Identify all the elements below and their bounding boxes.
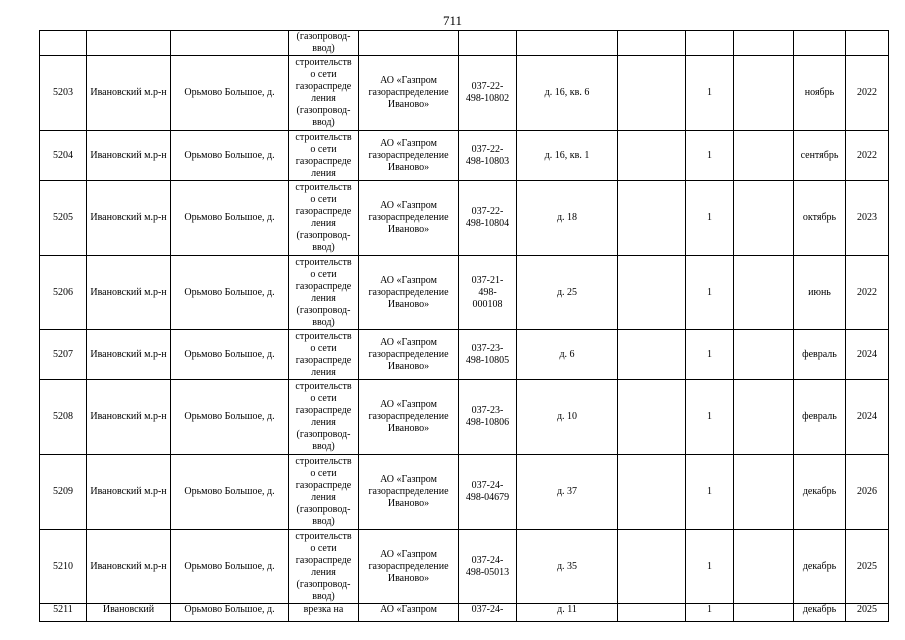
cell-month: декабрь xyxy=(794,530,846,604)
cell-district: Ивановский м.р-н xyxy=(87,181,171,256)
cell-month: октябрь xyxy=(794,181,846,256)
cell-empty-1 xyxy=(618,131,686,181)
cell-org xyxy=(359,31,459,56)
cell-month: февраль xyxy=(794,330,846,380)
cell-year: 2024 xyxy=(846,330,889,380)
cell-settlement: Орьмово Большое, д. xyxy=(171,380,289,455)
table-row xyxy=(40,380,889,455)
cell-org: АО «Газпром газораспределение Иваново» xyxy=(359,56,459,131)
cell-num: 5209 xyxy=(40,455,87,530)
cell-month: декабрь xyxy=(794,455,846,530)
cell-month: сентябрь xyxy=(794,131,846,181)
cell-code xyxy=(459,31,517,56)
cell-count: 1 xyxy=(686,256,734,330)
table-row xyxy=(40,131,889,181)
cell-year: 2022 xyxy=(846,256,889,330)
cell-settlement: Орьмово Большое, д. xyxy=(171,181,289,256)
cell-count: 1 xyxy=(686,330,734,380)
cell-count: 1 xyxy=(686,455,734,530)
cell-address: д. 6 xyxy=(517,330,618,380)
cell-settlement: Орьмово Большое, д. xyxy=(171,530,289,604)
cell-address: д. 10 xyxy=(517,380,618,455)
cell-num: 5210 xyxy=(40,530,87,604)
cell-district: Ивановский м.р-н xyxy=(87,455,171,530)
cell-code: 037-23- 498-10806 xyxy=(459,380,517,455)
cell-work: строительств о сети газораспреде ления (газопровод- ввод) xyxy=(289,181,359,256)
cell-district: Ивановский м.р-н xyxy=(87,530,171,604)
cell-count: 1 xyxy=(686,530,734,604)
cell-district: Ивановский м.р-н xyxy=(87,56,171,131)
cell-address: д. 16, кв. 1 xyxy=(517,131,618,181)
cell-empty-2 xyxy=(734,530,794,604)
cell-month: ноябрь xyxy=(794,56,846,131)
cell-empty-1 xyxy=(618,330,686,380)
cell-month: июнь xyxy=(794,256,846,330)
cell-empty-1 xyxy=(618,530,686,604)
cell-empty-2 xyxy=(734,181,794,256)
cell-org: АО «Газпром газораспределение Иваново» xyxy=(359,530,459,604)
table-row xyxy=(40,256,889,330)
cell-work: строительств о сети газораспреде ления (газопровод- ввод) xyxy=(289,455,359,530)
cell-code: 037-22- 498-10803 xyxy=(459,131,517,181)
cell-settlement: Орьмово Большое, д. xyxy=(171,330,289,380)
cell-empty-2 xyxy=(734,131,794,181)
cell-empty-1 xyxy=(618,31,686,56)
cell-month xyxy=(794,31,846,56)
cell-empty-1 xyxy=(618,181,686,256)
cell-count: 1 xyxy=(686,604,734,622)
table-row xyxy=(40,455,889,530)
cell-code: 037-24- 498-04679 xyxy=(459,455,517,530)
cell-work: строительств о сети газораспреде ления (газопровод- ввод) xyxy=(289,380,359,455)
cell-settlement: Орьмово Большое, д. xyxy=(171,455,289,530)
cell-org: АО «Газпром газораспределение Иваново» xyxy=(359,330,459,380)
cell-month: декабрь xyxy=(794,604,846,622)
cell-work: врезка на xyxy=(289,604,359,622)
cell-year: 2026 xyxy=(846,455,889,530)
cell-work: строительств о сети газораспреде ления (газопровод- ввод) xyxy=(289,256,359,330)
cell-code: 037-22- 498-10804 xyxy=(459,181,517,256)
cell-num: 5207 xyxy=(40,330,87,380)
page-number: 711 xyxy=(442,13,463,28)
cell-empty-1 xyxy=(618,56,686,131)
cell-org: АО «Газпром газораспределение Иваново» xyxy=(359,131,459,181)
cell-count: 1 xyxy=(686,181,734,256)
cell-address: д. 11 xyxy=(517,604,618,622)
cell-settlement: Орьмово Большое, д. xyxy=(171,131,289,181)
cell-settlement: Орьмово Большое, д. xyxy=(171,604,289,622)
cell-work: (газопровод- ввод) xyxy=(289,31,359,56)
cell-org: АО «Газпром газораспределение Иваново» xyxy=(359,455,459,530)
cell-year: 2025 xyxy=(846,604,889,622)
cell-empty-1 xyxy=(618,604,686,622)
cell-district: Ивановский xyxy=(87,604,171,622)
cell-empty-2 xyxy=(734,455,794,530)
cell-count xyxy=(686,31,734,56)
cell-empty-2 xyxy=(734,380,794,455)
cell-code: 037-24- 498-05013 xyxy=(459,530,517,604)
cell-address xyxy=(517,31,618,56)
cell-settlement: Орьмово Большое, д. xyxy=(171,56,289,131)
cell-month: февраль xyxy=(794,380,846,455)
cell-year xyxy=(846,31,889,56)
cell-year: 2024 xyxy=(846,380,889,455)
cell-address: д. 37 xyxy=(517,455,618,530)
cell-num: 5205 xyxy=(40,181,87,256)
cell-address: д. 18 xyxy=(517,181,618,256)
cell-settlement: Орьмово Большое, д. xyxy=(171,256,289,330)
cell-district: Ивановский м.р-н xyxy=(87,380,171,455)
table-row xyxy=(40,530,889,604)
cell-settlement xyxy=(171,31,289,56)
cell-district: Ивановский м.р-н xyxy=(87,256,171,330)
cell-work: строительств о сети газораспреде ления (газопровод- ввод) xyxy=(289,530,359,604)
cell-num: 5206 xyxy=(40,256,87,330)
cell-district xyxy=(87,31,171,56)
cell-year: 2022 xyxy=(846,131,889,181)
cell-empty-1 xyxy=(618,455,686,530)
cell-empty-2 xyxy=(734,330,794,380)
cell-org: АО «Газпром газораспределение Иваново» xyxy=(359,181,459,256)
cell-district: Ивановский м.р-н xyxy=(87,330,171,380)
cell-empty-2 xyxy=(734,56,794,131)
cell-count: 1 xyxy=(686,56,734,131)
cell-work: строительств о сети газораспреде ления xyxy=(289,330,359,380)
data-table xyxy=(39,30,889,622)
cell-code: 037-23- 498-10805 xyxy=(459,330,517,380)
cell-empty-2 xyxy=(734,256,794,330)
cell-year: 2022 xyxy=(846,56,889,131)
cell-num: 5211 xyxy=(40,604,87,622)
cell-org: АО «Газпром газораспределение Иваново» xyxy=(359,380,459,455)
cell-work: строительств о сети газораспреде ления (газопровод- ввод) xyxy=(289,56,359,131)
cell-year: 2023 xyxy=(846,181,889,256)
cell-org: АО «Газпром газораспределение Иваново» xyxy=(359,256,459,330)
table-row xyxy=(40,330,889,380)
cell-empty-1 xyxy=(618,380,686,455)
cell-address: д. 35 xyxy=(517,530,618,604)
table-row xyxy=(40,56,889,131)
cell-num: 5204 xyxy=(40,131,87,181)
cell-num xyxy=(40,31,87,56)
cell-district: Ивановский м.р-н xyxy=(87,131,171,181)
cell-count: 1 xyxy=(686,131,734,181)
cell-code: 037-22- 498-10802 xyxy=(459,56,517,131)
cell-num: 5203 xyxy=(40,56,87,131)
cell-code: 037-21- 498- 000108 xyxy=(459,256,517,330)
cell-address: д. 16, кв. 6 xyxy=(517,56,618,131)
cell-count: 1 xyxy=(686,380,734,455)
cell-org: АО «Газпром xyxy=(359,604,459,622)
table-body xyxy=(40,31,889,622)
cell-work: строительств о сети газораспреде ления xyxy=(289,131,359,181)
cell-empty-2 xyxy=(734,604,794,622)
cell-empty-1 xyxy=(618,256,686,330)
table-row xyxy=(40,181,889,256)
cell-empty-2 xyxy=(734,31,794,56)
cell-year: 2025 xyxy=(846,530,889,604)
cell-code: 037-24- xyxy=(459,604,517,622)
table-row xyxy=(40,604,889,622)
table-row-partial xyxy=(40,31,889,56)
cell-num: 5208 xyxy=(40,380,87,455)
cell-address: д. 25 xyxy=(517,256,618,330)
